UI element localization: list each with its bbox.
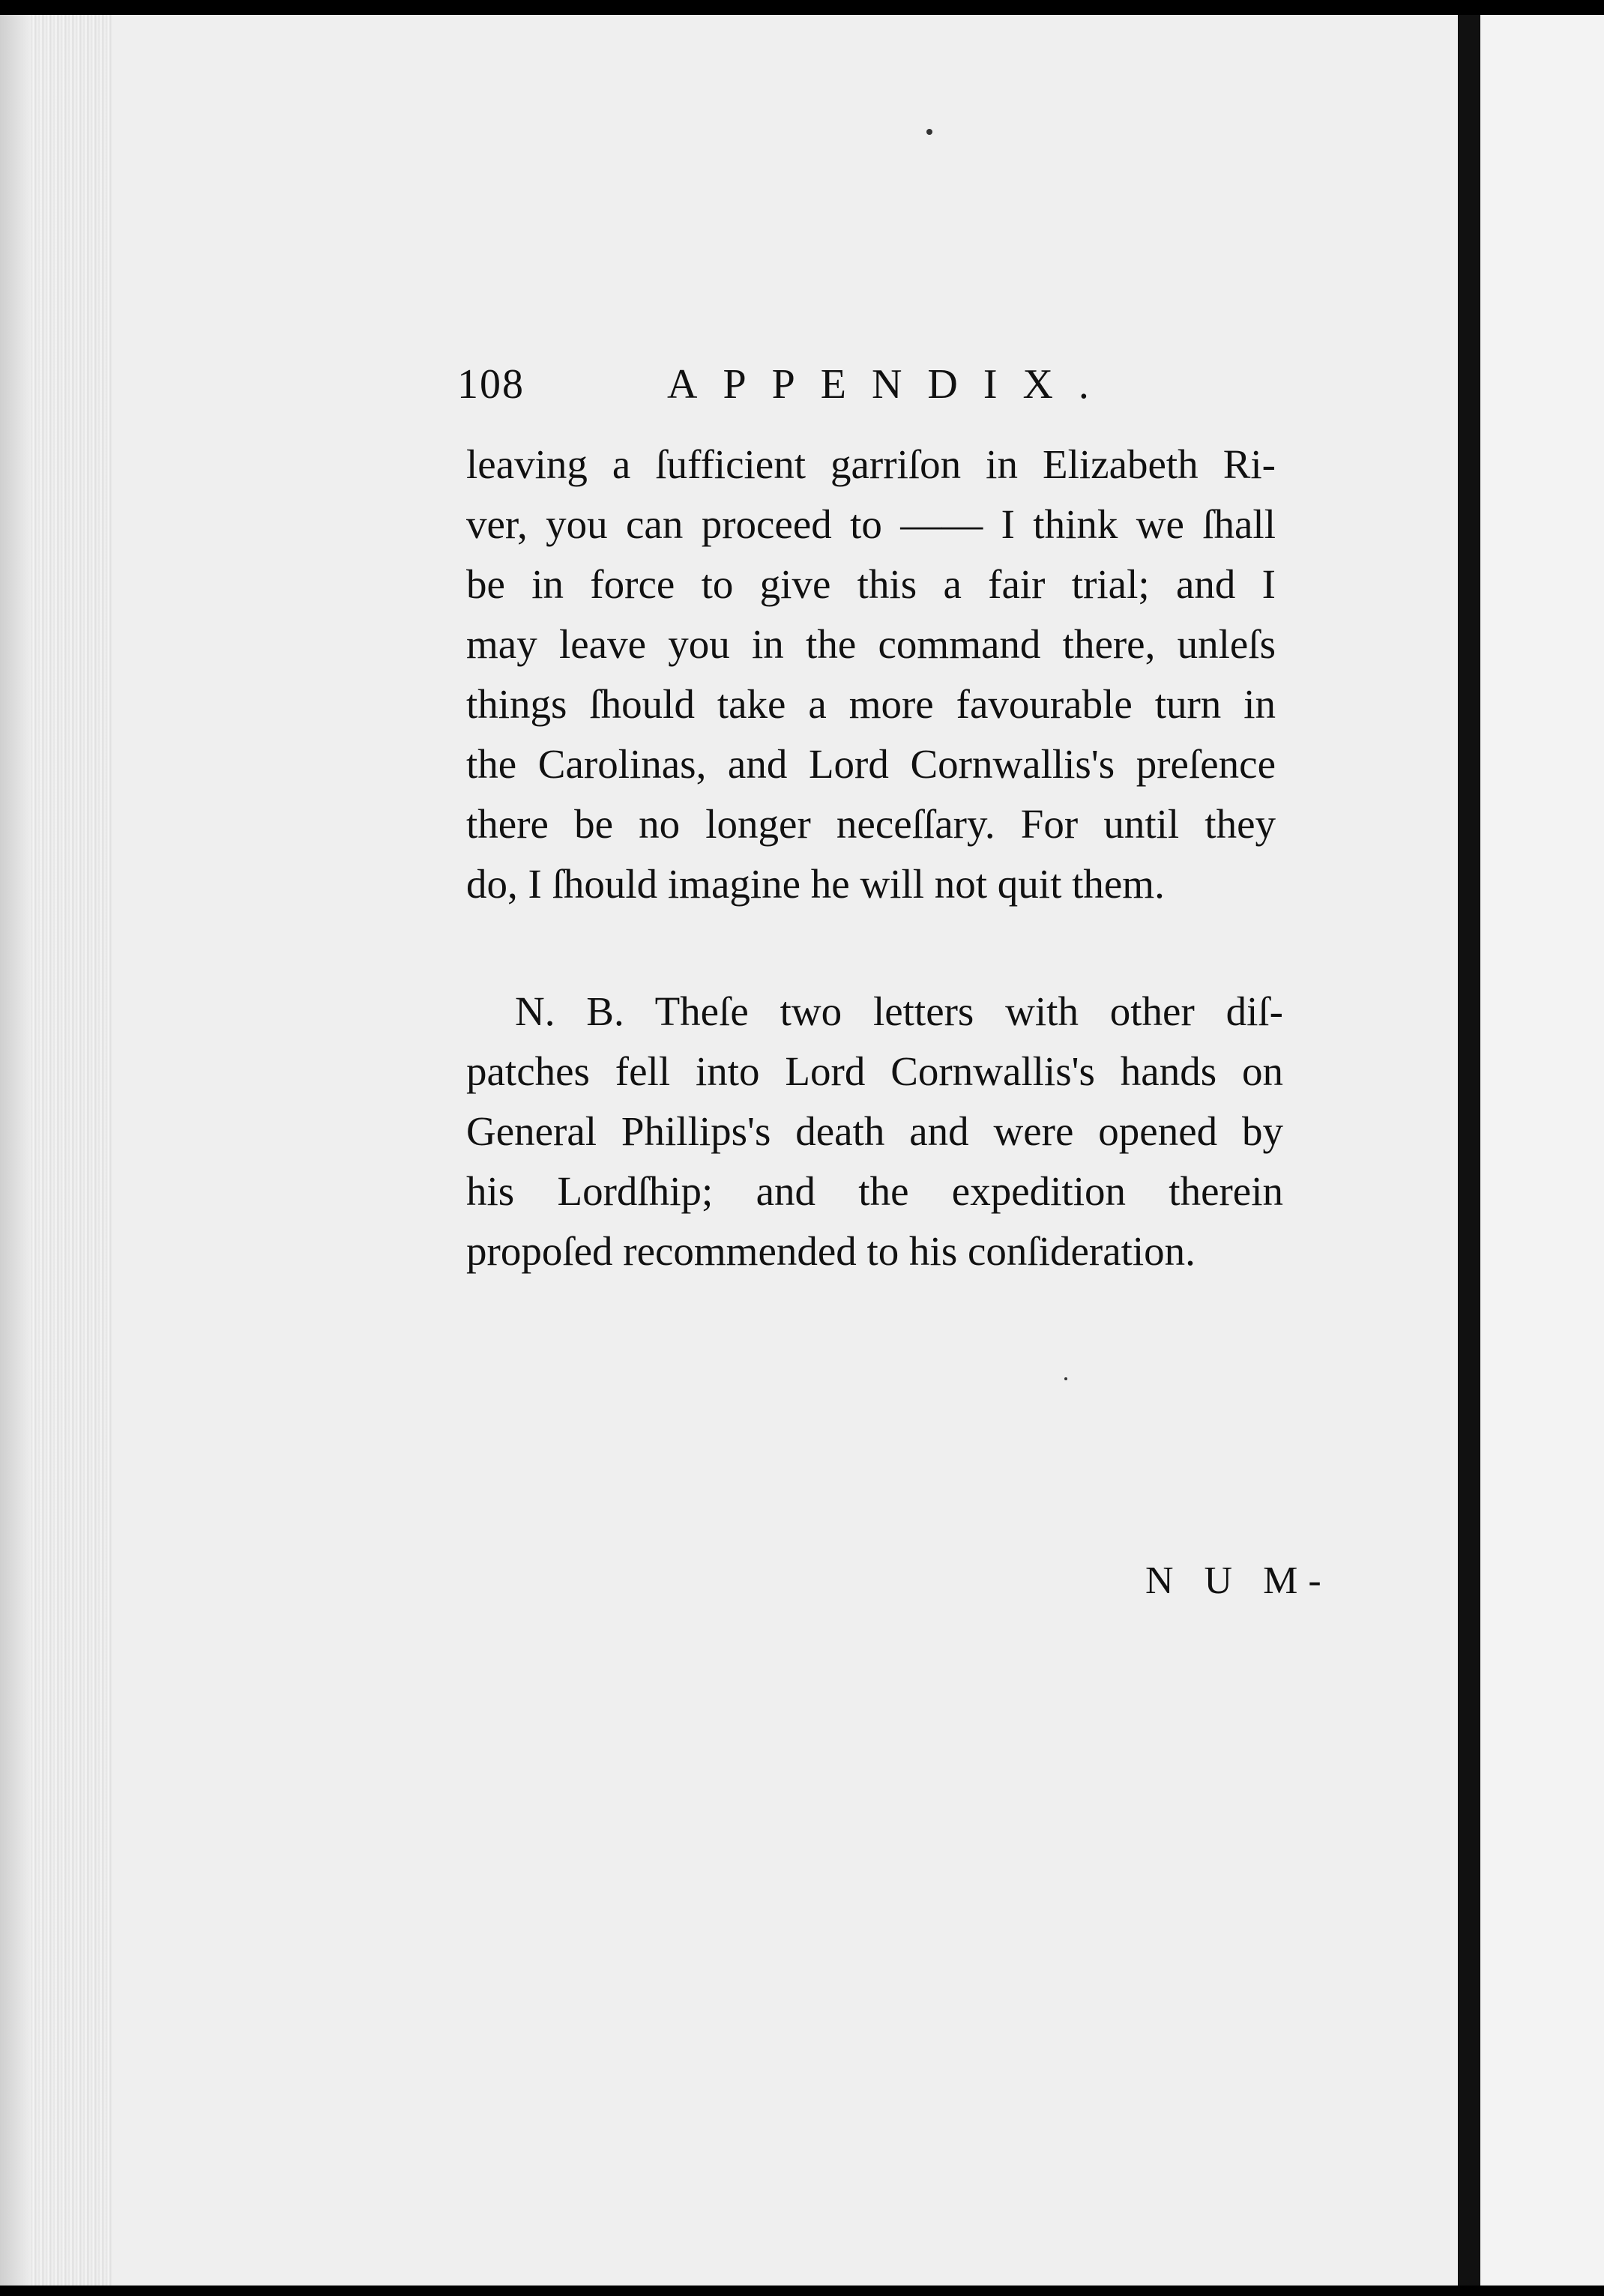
text-line: N. B. Theſe two letters with other diſ- xyxy=(515,988,1283,1034)
text-line: his Lordſhip; and the expedition therein xyxy=(466,1168,1283,1214)
text-line: things ſhould take a more favourable turn in xyxy=(466,681,1276,727)
text-line: may leave you in the command there, unleſs xyxy=(466,621,1276,667)
text-line: ver, you can proceed to —— I think we ſhall xyxy=(466,501,1276,547)
text-line: General Phillips's death and were opened by xyxy=(466,1108,1283,1154)
book-binding-shadow xyxy=(0,15,30,2286)
page-gutter xyxy=(1458,15,1480,2286)
ink-speck xyxy=(926,129,932,135)
text-line: be in force to give this a fair trial; and I xyxy=(466,561,1276,607)
text-line: propoſed recommended to his conſideration. xyxy=(466,1228,1196,1274)
page-number: 108 xyxy=(457,361,525,408)
text-line: leaving a ſufficient garriſon in Elizabeth Ri- xyxy=(466,441,1276,487)
page-header xyxy=(457,358,1115,411)
catchword: N U M- xyxy=(1145,1559,1332,1602)
text-line: there be no longer neceſſary. For until they xyxy=(466,801,1276,847)
body-paragraph-2 xyxy=(466,982,1283,1281)
body-paragraph-1 xyxy=(466,435,1276,914)
running-head: APPENDIX. xyxy=(667,361,1115,408)
ink-speck xyxy=(1064,1377,1067,1380)
text-line: patches fell into Lord Cornwallis's hands on xyxy=(466,1048,1283,1094)
facing-page-edge xyxy=(1480,15,1604,2286)
text-line: the Carolinas, and Lord Cornwallis's preſence xyxy=(466,741,1276,787)
text-line: do, I ſhould imagine he will not quit them. xyxy=(466,861,1165,907)
